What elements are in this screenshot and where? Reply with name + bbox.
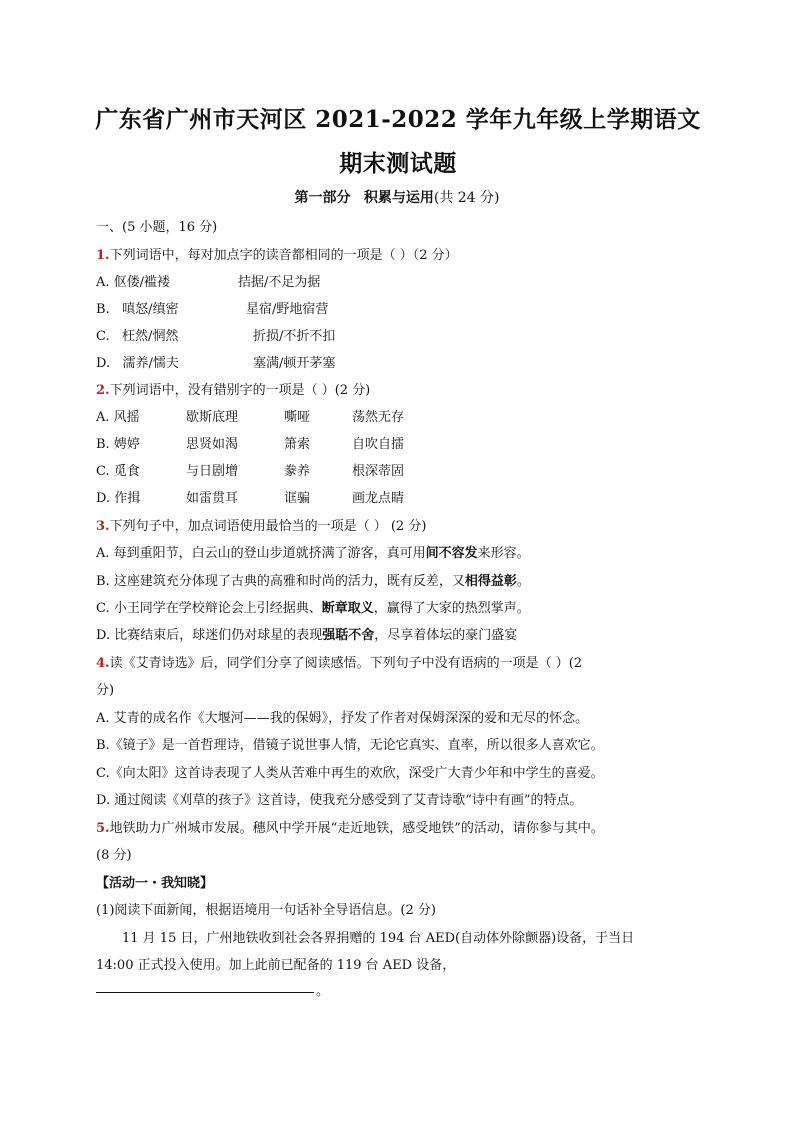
dotted-phrase: 相得益彰 [464, 574, 517, 589]
option-letter: C. [96, 329, 110, 344]
q1-option-b [96, 298, 329, 317]
option-letter: D. [96, 491, 111, 506]
q1-option-a [96, 271, 321, 290]
option-word: 觅食 [113, 464, 140, 479]
question-4-score: 分) [96, 683, 115, 698]
q4-option-b: B.《镜子》是一首哲理诗，借镜子说世事人情，无论它真实、直率，所以很多人喜欢它。 [96, 738, 604, 753]
question-4 [96, 652, 582, 671]
q3-option-b [96, 570, 530, 589]
activity-heading: 【活动一・我知晓】 [96, 876, 214, 891]
page-title: 广东省广州市天河区 2021-2022 学年九年级上学期语文期末测试题 [95, 106, 701, 177]
question-3 [96, 515, 426, 534]
q4-option-d: D. 通过阅读《刈草的孩子》这首诗，使我充分感受到了艾青诗歌“诗中有画”的特点。 [96, 793, 583, 808]
option-letter: B. [96, 437, 110, 452]
q2-option-d [96, 487, 405, 506]
q3-option-d [96, 624, 517, 643]
q4-option-c: C.《向太阳》这首诗表现了人类从苦难中再生的欢欣，深受广大青少年和中学生的喜爱。 [96, 766, 604, 781]
news-line-2: 14:00 正式投入使用。加上此前已配备的 119 台 AED 设备， [96, 958, 456, 973]
option-word: 思贤如渴 [186, 437, 239, 452]
option-letter: D. [96, 356, 111, 371]
option-text: D. 比赛结束后，球迷们仍对球星的表现 [96, 628, 323, 643]
q1-option-c [96, 325, 336, 344]
dotted-phrase: 断章取义 [321, 601, 374, 616]
option-word-pair: 濡养/懦夫 [122, 356, 179, 371]
option-word: 豢养 [284, 464, 311, 479]
option-word: 箫索 [284, 437, 311, 452]
dotted-phrase: 强聒不舍 [322, 628, 375, 643]
option-word: 荡然无存 [352, 410, 405, 425]
option-letter: A. [96, 275, 110, 290]
question-number: 3. [96, 519, 110, 534]
part-score: (共 24 分) [433, 190, 500, 206]
q4-option-a: A. 艾青的成名作《大堰河——我的保姆》，抒发了作者对保姆深深的爱和无尽的怀念。 [96, 711, 589, 726]
news-line-1: 11 月 15 日，广州地铁收到社会各界捐赠的 194 台 AED(自动体外除颤器)设备，于当日 [122, 931, 635, 946]
option-word: 如雷贯耳 [186, 491, 239, 506]
option-word: 娉婷 [113, 437, 140, 452]
option-text: 。 [516, 574, 530, 589]
option-letter: A. [96, 410, 110, 425]
option-word: 作揖 [114, 491, 141, 506]
option-letter: C. [96, 464, 110, 479]
option-letter: B. [96, 302, 110, 317]
option-word-pair: 拮据/不足为据 [238, 275, 321, 290]
q2-option-b [96, 433, 405, 452]
option-word-pair: 伛偻/褴褛 [113, 275, 171, 290]
question-text: 下列词语中，没有错别字的一项是（ ）(2 分) [109, 383, 371, 398]
option-word: 诓骗 [284, 491, 311, 506]
question-1 [96, 244, 458, 263]
dotted-phrase: 间不容发 [425, 546, 478, 561]
part-heading [0, 187, 794, 207]
option-text: A. 每到重阳节，白云山的登山步道就挤满了游客，真可用 [96, 546, 426, 561]
section-heading: 一、(5 小题，16 分) [96, 220, 218, 235]
option-text: C. 小王同学在学校辩论会上引经据典、 [96, 601, 322, 616]
option-word: 根深蒂固 [352, 464, 405, 479]
option-word: 歇斯底理 [186, 410, 239, 425]
question-text: 读《艾青诗选》后，同学们分享了阅读感悟。下列句子中没有语病的一项是（ ）(2 [109, 656, 583, 671]
question-number: 5. [96, 821, 110, 836]
sub-question-1: (1)阅读下面新闻，根据语境用一句话补全导语信息。(2 分) [96, 903, 436, 918]
question-2 [96, 379, 370, 398]
q1-option-d [96, 352, 336, 371]
option-word-pair: 枉然/惘然 [122, 329, 179, 344]
option-text: ，赢得了大家的热烈掌声。 [373, 601, 530, 616]
option-word: 与日剧增 [186, 464, 239, 479]
blank-period: 。 [316, 984, 330, 999]
part-name: 第一部分 [294, 190, 351, 206]
question-5 [96, 817, 604, 836]
q3-option-c [96, 597, 530, 616]
part-label: 积累与运用 [363, 190, 434, 206]
option-text: 来形容。 [477, 546, 530, 561]
option-word-pair: 嗔怒/缜密 [122, 302, 179, 317]
option-word: 自吹自擂 [352, 437, 405, 452]
option-word: 嘶哑 [284, 410, 311, 425]
question-number: 2. [96, 383, 110, 398]
q2-option-c [96, 460, 405, 479]
option-word: 画龙点睛 [352, 491, 405, 506]
option-word-pair: 星宿/野地宿营 [246, 302, 329, 317]
question-number: 1. [96, 248, 110, 263]
question-text: 下列词语中，每对加点字的读音都相同的一项是（ ）（2 分） [109, 248, 458, 263]
question-5-score: (8 分) [96, 848, 132, 863]
option-text: ，尽享着体坛的豪门盛宴 [374, 628, 518, 643]
question-text: 地铁助力广州城市发展。穗风中学开展“走近地铁，感受地铁”的活动，请你参与其中。 [109, 821, 604, 836]
q2-option-a [96, 406, 405, 425]
q3-option-a [96, 542, 530, 561]
option-word: 风摇 [113, 410, 140, 425]
option-word-pair: 折损/不折不扣 [253, 329, 336, 344]
question-number: 4. [96, 656, 110, 671]
option-text: B. 这座建筑充分体现了古典的高雅和时尚的活力，既有反差，又 [96, 574, 465, 589]
option-word-pair: 塞满/顿开茅塞 [253, 356, 336, 371]
question-text: 下列句子中，加点词语使用最恰当的一项是（ ） (2 分) [109, 519, 427, 534]
answer-blank[interactable] [96, 992, 314, 993]
